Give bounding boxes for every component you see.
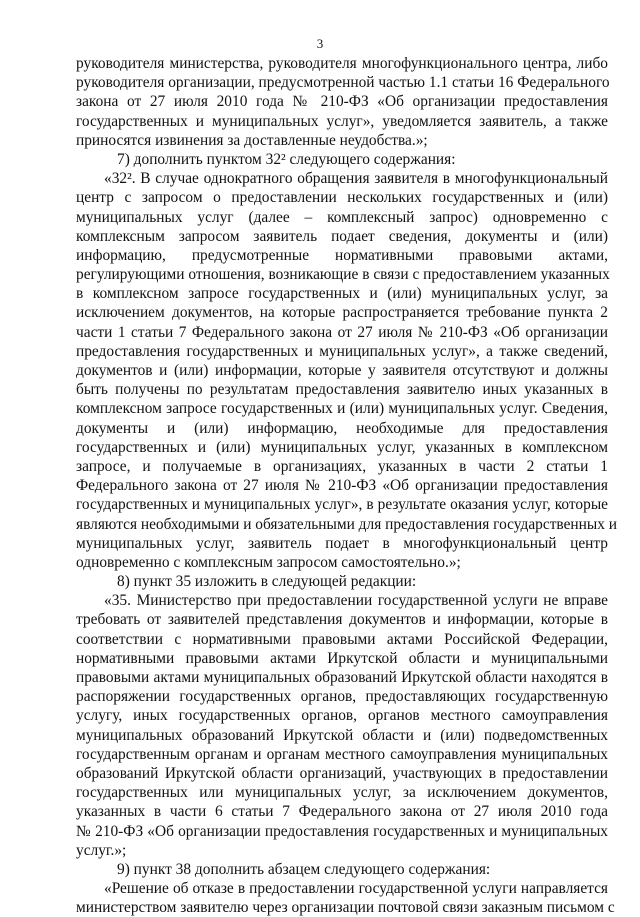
text-line: Федерального закона от 27 июля № 210-ФЗ «Об организации предоставления (76, 477, 608, 495)
text-line: 7) дополнить пунктом 32² следующего содержания: (117, 150, 456, 168)
text-line: регулирующими отношения, возникающие в связи с предоставлением указанных (76, 266, 610, 284)
text-line: требовать от заявителей представления документов и информации, которые в (76, 611, 608, 629)
text-line: государственным органам и органам местного самоуправления муниципальных (76, 745, 608, 763)
text-line: комплексным запросом заявитель подает сведения, документы и (или) (76, 227, 608, 245)
text-line: правовыми актами муниципальных образований Иркутской области находятся в (76, 669, 608, 686)
text-line: государственных и муниципальных услуг», в результате оказания услуг, которые (76, 496, 608, 514)
text-line: комплексном запросе государственных и (или) муниципальных услуг. Сведения, (76, 400, 608, 418)
text-line: документов и (или) информации, которые у заявителя отсутствуют и должны (76, 362, 608, 379)
text-line: центр с запросом о предоставлении нескольких государственных и (или) (76, 189, 608, 207)
text-line: государственных и муниципальных услуг», уведомляется заявитель, а также (76, 112, 608, 130)
text-line: предоставления государственных и муниципальных услуг», а также сведений, (76, 342, 608, 360)
page-number: 3 (316, 36, 324, 51)
text-line: распоряжении государственных органов, предоставляющих государственную (76, 688, 608, 706)
text-line: министерством заявителю через организации почтовой связи заказным письмом с (76, 899, 615, 917)
text-line: приносятся извинения за доставленные неудобства.»; (76, 131, 428, 149)
text-line: «Решение об отказе в предоставлении государственной услуги направляется (104, 880, 608, 898)
text-line: № 210-ФЗ «Об организации предоставления государственных и муниципальных (76, 822, 608, 840)
text-line: запросе, и получаемые в организациях, указанных в части 2 статьи 1 (76, 457, 608, 475)
document-body (76, 54, 618, 917)
text-line: соответствии с нормативными правовыми актами Российской Федерации, (76, 630, 608, 648)
text-line: «35. Министерство при предоставлении государственной услуги не вправе (104, 592, 608, 610)
text-line: нормативными правовыми актами Иркутской области и муниципальными (76, 649, 608, 667)
text-line: части 1 статьи 7 Федерального закона от 27 июля № 210-ФЗ «Об организации (76, 323, 608, 341)
text-line: услуг.»; (76, 841, 127, 859)
text-line: муниципальных образований Иркутской области и (или) подведомственных (76, 726, 608, 744)
text-line: информацию, предусмотренные нормативными правовыми актами, (76, 246, 608, 264)
text-line: «32². В случае однократного обращения заявителя в многофункциональный (104, 170, 608, 188)
text-line: муниципальных услуг (далее – комплексный запрос) одновременно с (76, 208, 608, 226)
text-line: 9) пункт 38 дополнить абзацем следующего содержания: (117, 860, 491, 878)
text-line: государственных и (или) муниципальных услуг, указанных в комплексном (76, 438, 608, 456)
text-line: услугу, иных государственных органов, органов местного самоуправления (76, 707, 608, 725)
text-line: исключением документов, на которые распространяется требование пункта 2 (76, 304, 608, 322)
text-line: 8) пункт 35 изложить в следующей редакции: (117, 573, 417, 591)
text-line: руководителя организации, предусмотренной частью 1.1 статьи 16 Федерального (76, 74, 610, 92)
text-line: являются необходимыми и обязательными для предоставления государственных и (76, 515, 618, 533)
text-line: одновременно с комплексным запросом самостоятельно.»; (76, 553, 461, 571)
text-line: муниципальных услуг, заявитель подает в многофункциональный центр (76, 534, 608, 552)
text-line: документы и (или) информацию, необходимые для предоставления (76, 419, 608, 437)
text-line: руководителя министерства, руководителя многофункционального центра, либо (76, 55, 608, 72)
text-line: образований Иркутской области организаций, участвующих в предоставлении (76, 764, 608, 782)
text-line: указанных в части 6 статьи 7 Федерального закона от 27 июля 2010 года (76, 803, 608, 821)
text-line: закона от 27 июля 2010 года № 210-ФЗ «Об организации предоставления (76, 93, 608, 111)
text-line: государственных или муниципальных услуг, за исключением документов, (76, 784, 608, 802)
text-line: в комплексном запросе государственных и (или) муниципальных услуг, за (76, 285, 608, 303)
text-line: быть получены по результатам предоставления заявителю иных указанных в (76, 381, 608, 399)
